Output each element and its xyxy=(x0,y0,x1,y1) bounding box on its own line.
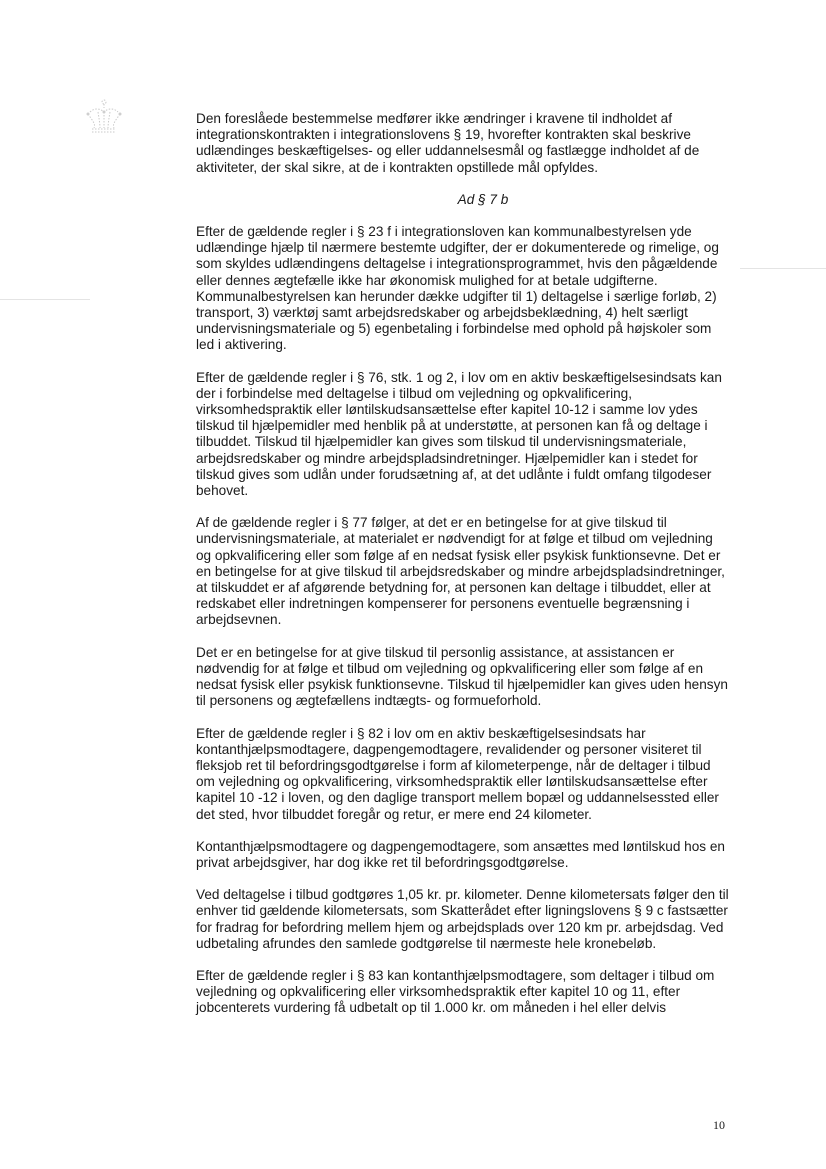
paragraph: Efter de gældende regler i § 23 f i integrationsloven kan kommunalbestyrelsen yde udlændinge hjælp til nærmere bestemte udgifter, der er dokumenterede og rimelige, og som skyldes udlændingens deltagelse i integrationsprogrammet, hvis den pågældende eller dennes ægtefælle ikke har økonomisk mulighed for at betale udgifterne. Kommunalbestyrelsen kan herunder dække udgifter til 1) deltagelse i særlige forløb, 2) transport, 3) værktøj samt arbejdsredskaber og arbejdsbeklædning, 4) helt særligt undervisningsmateriale og 5) egenbetaling i forbindelse med ophold på højskoler som led i aktivering. xyxy=(196,224,719,353)
section-heading: Ad § 7 b xyxy=(457,191,509,207)
paragraph: Kontanthjælpsmodtagere og dagpengemodtagere, som ansættes med løntilskud hos en privat arbejdsgiver, har dog ikke ret til befordringsgodtgørelse. xyxy=(196,838,725,870)
paragraph: Efter de gældende regler i § 83 kan kontanthjælpsmodtagere, som deltager i tilbud om vejledning og opkvalificering eller virksomhedspraktik efter kapitel 10 og 11, efter jobcenterets vurdering få udbetalt op til 1.000 kr. om måneden i hel eller delvis xyxy=(196,967,715,1016)
scan-edge-mark xyxy=(0,299,90,300)
paragraph: Efter de gældende regler i § 76, stk. 1 og 2, i lov om en aktiv beskæftigelsesindsats kan der i forbindelse med deltagelse i tilbud om vejledning og opkvalificering, virksomhedspraktik eller løntilskudsansættelse efter kapitel 10-12 i samme lov ydes tilskud til hjælpemidler med henblik på at understøtte, at personen kan få og deltage i tilbuddet. Tilskud til hjælpemidler kan gives som tilskud til undervisningsmateriale, arbejdsredskaber og mindre arbejdspladsindretninger. Hjælpemidler kan i stedet for tilskud gives som udlån under forudsætning af, at det udlånte i fuldt omfang tilgodeser behovet. xyxy=(196,369,722,499)
crown-logo-icon xyxy=(82,98,126,138)
scan-edge-mark xyxy=(740,268,826,269)
document-body xyxy=(196,111,730,1033)
paragraph: Det er en betingelse for at give tilskud til personlig assistance, at assistancen er nødvendig for at følge et tilbud om vejledning og opkvalificering eller som følge af en nedsat fysisk eller psykisk funktionsevne. Tilskud til hjælpemidler kan gives uden hensyn til personens og ægtefællens indtægts- og formueforhold. xyxy=(196,644,728,709)
paragraph: Af de gældende regler i § 77 følger, at det er en betingelse for at give tilskud til undervisningsmateriale, at materialet er nødvendigt for at følge et tilbud om vejledning og opkvalificering eller som følge af en nedsat fysisk eller psykisk funktionsevne. Det er en betingelse for at give tilskud til arbejdsredskaber og mindre arbejdspladsindretninger, at tilskuddet er af afgørende betydning for, at personen kan deltage i tilbuddet, eller at redskabet eller indretningen kompenserer for personens eventuelle begrænsning i arbejdsevnen. xyxy=(196,515,725,628)
paragraph: Efter de gældende regler i § 82 i lov om en aktiv beskæftigelsesindsats har kontanthjælpsmodtagere, dagpengemodtagere, revalidender og personer visiteret til fleksjob ret til befordringsgodtgørelse i form af kilometerpenge, når de deltager i tilbud om vejledning og opkvalificering, virksomhedspraktik eller løntilskudsansættelse efter kapitel 10 -12 i loven, og den daglige transport mellem bopæl og uddannelsessted eller det sted, hvor tilbuddet foregår og retur, er mere end 24 kilometer. xyxy=(196,725,719,822)
page-number: 10 xyxy=(713,1118,725,1132)
paragraph: Ved deltagelse i tilbud godtgøres 1,05 kr. pr. kilometer. Denne kilometersats følger den til enhver tid gældende kilometersats, som Skatterådet efter ligningslovens § 9 c fastsætter for fradrag for befordring mellem hjem og arbejdsplads over 120 km pr. arbejdsdag. Ved udbetaling afrundes den samlede godtgørelse til nærmeste hele kronebeløb. xyxy=(196,887,729,951)
paragraph-intro: Den foreslåede bestemmelse medfører ikke ændringer i kravene til indholdet af integrationskontrakten i integrationslovens § 19, hvorefter kontrakten skal beskrive udlændinges beskæftigelses- og eller uddannelsesmål og fastlægge indholdet af de aktiviteter, der skal sikre, at de i kontrakten opstillede mål opfyldes. xyxy=(196,111,700,175)
